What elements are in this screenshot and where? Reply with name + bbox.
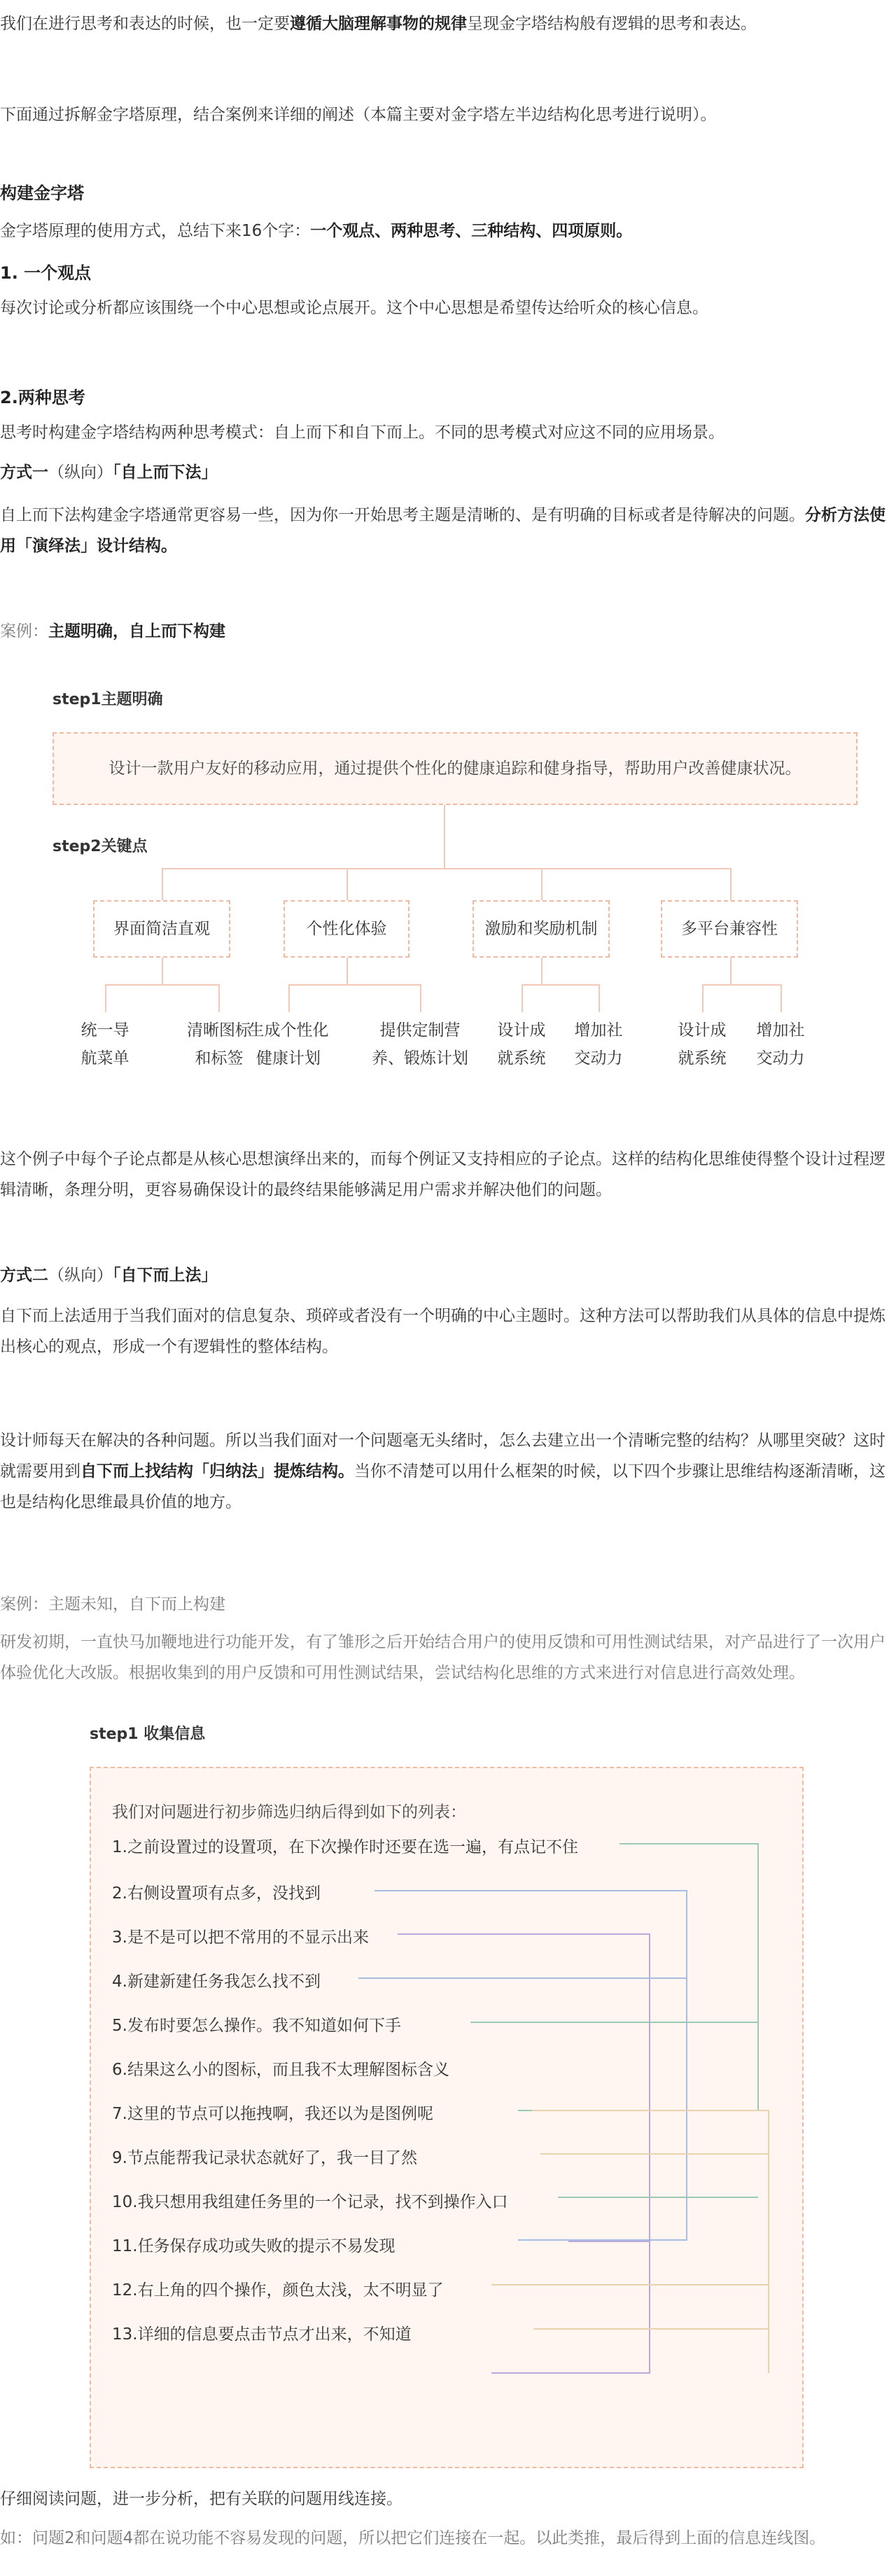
case2-after-1: 仔细阅读问题，进一步分析，把有关联的问题用线连接。 [0,2490,402,2508]
list-item: 3.是不是可以把不常用的不显示出来 [112,1928,369,1947]
theme-text: 设计一款用户友好的移动应用，通过提供个性化的健康追踪和健身指导，帮助用户改善健康状况。 [108,760,802,778]
way2-heading: 方式二（纵向）「自下而上法」 [0,1266,218,1284]
case2-title: 案例：主题未知，自下而上构建 [0,1595,225,1614]
case1-title: 案例：主题明确，自上而下构建 [0,622,225,640]
step1-collect-label: step1 收集信息 [90,1726,206,1743]
one-viewpoint-text: 每次讨论或分析都应该围绕一个中心思想或论点展开。这个中心思想是希望传达给听众的核心信息。 [0,299,708,317]
leaf-node: 生成个性化 健康计划 [248,1021,329,1068]
leaf-node: 提供定制营 养、锻炼计划 [372,1021,468,1068]
list-item: 10.我只想用我组建任务里的一个记录，找不到操作入口 [112,2193,508,2211]
heading-one-viewpoint: 1. 一个观点 [0,263,92,283]
step2-label: step2关键点 [52,838,148,855]
list-item: 13.详细的信息要点击节点才出来，不知道 [112,2325,412,2344]
key-point-label: 激励和奖励机制 [484,920,598,938]
heading-two-thinking: 2.两种思考 [0,388,85,407]
leaf-node: 增加社 交动力 [756,1021,805,1068]
case2-after-2: 如：问题2和问题4都在说功能不容易发现的问题，所以把它们连接在一起。以此类推，最后得到上面的信息连线图。 [0,2529,826,2547]
way1-heading: 方式一（纵向）「自上而下法」 [0,463,218,482]
list-item: 4.新建新建任务我怎么找不到 [112,1973,321,1991]
list-item: 2.右侧设置项有点多，没找到 [112,1884,321,1903]
leaf-node: 增加社 交动力 [574,1021,623,1068]
list-item: 9.节点能帮我记录状态就好了，我一目了然 [112,2149,417,2167]
key-point-label: 多平台兼容性 [681,920,778,938]
section-heading-build: 构建金字塔 [0,183,84,203]
collect-intro: 我们对问题进行初步筛选归纳后得到如下的列表： [112,1803,466,1821]
leaf-node: 设计成 就系统 [497,1021,546,1068]
way2-text: 自下而上法适用于当我们面对的信息复杂、琐碎或者没有一个明确的中心主题时。这种方法可以帮助我们从具体的信息中提炼出核心的观点，形成一个有逻辑性的整体结构。 [0,1307,886,1356]
key-point-label: 个性化体验 [306,920,387,938]
list-item: 1.之前设置过的设置项，在下次操作时还要在选一遍，有点记不住 [112,1838,578,1856]
leaf-node: 清晰图标 和标签 [187,1021,251,1068]
leaf-node: 统一导 航菜单 [80,1021,130,1068]
way2-paragraph-2: 设计师每天在解决的各种问题。所以当我们面对一个问题毫无头绪时，怎么去建立出一个清晰完整的结构？从哪里突破？这时就需要用到自下而上找结构「归纳法」提炼结构。当你不清楚可以用什么框架的时候，以下四个步骤让思维结构逐渐清晰，这也是结构化思维最具价值的地方。 [0,1432,886,1511]
intro-paragraph-1: 我们在进行思考和表达的时候，也一定要遵循大脑理解事物的规律呈现金字塔结构般有逻辑的思考和表达。 [0,15,757,33]
list-item: 6.结果这么小的图标，而且我不太理解图标含义 [112,2061,449,2079]
key-point-label: 界面简洁直观 [113,920,210,938]
list-item: 5.发布时要怎么操作。我不知道如何下手 [112,2017,401,2035]
summary-text: 金字塔原理的使用方式，总结下来16个字：一个观点、两种思考、三种结构、四项原则。 [0,222,633,240]
two-thinking-text: 思考时构建金字塔结构两种思考模式：自上而下和自下而上。不同的思考模式对应这不同的应用场景。 [0,424,724,442]
intro-paragraph-2: 下面通过拆解金字塔原理，结合案例来详细的阐述（本篇主要对金字塔左半边结构化思考进行说明）。 [0,106,717,124]
list-item: 12.右上角的四个操作，颜色太浅，太不明显了 [112,2281,444,2300]
step1-label: step1主题明确 [52,691,163,708]
case2-text: 研发初期，一直快马加鞭地进行功能开发，有了雏形之后开始结合用户的使用反馈和可用性测试结果，对产品进行了一次用户体验优化大改版。根据收集到的用户反馈和可用性测试结果，尝试结构化思维的方式来进行对信息进行高效处理。 [0,1633,886,1682]
way1-text: 自上而下法构建金字塔通常更容易一些，因为你一开始思考主题是清晰的、是有明确的目标或者是待解决的问题。分析方法使用「演绎法」设计结构。 [0,506,886,555]
list-item: 7.这里的节点可以拖拽啊，我还以为是图例呢 [112,2105,433,2123]
list-item: 11.任务保存成功或失败的提示不易发现 [112,2237,396,2255]
case1-conclusion: 这个例子中每个子论点都是从核心思想演绎出来的，而每个例证又支持相应的子论点。这样的结构化思维使得整个设计过程逻辑清晰，条理分明，更容易确保设计的最终结果能够满足用户需求并解决他们的问题。 [0,1150,886,1199]
leaf-node: 设计成 就系统 [678,1021,727,1068]
